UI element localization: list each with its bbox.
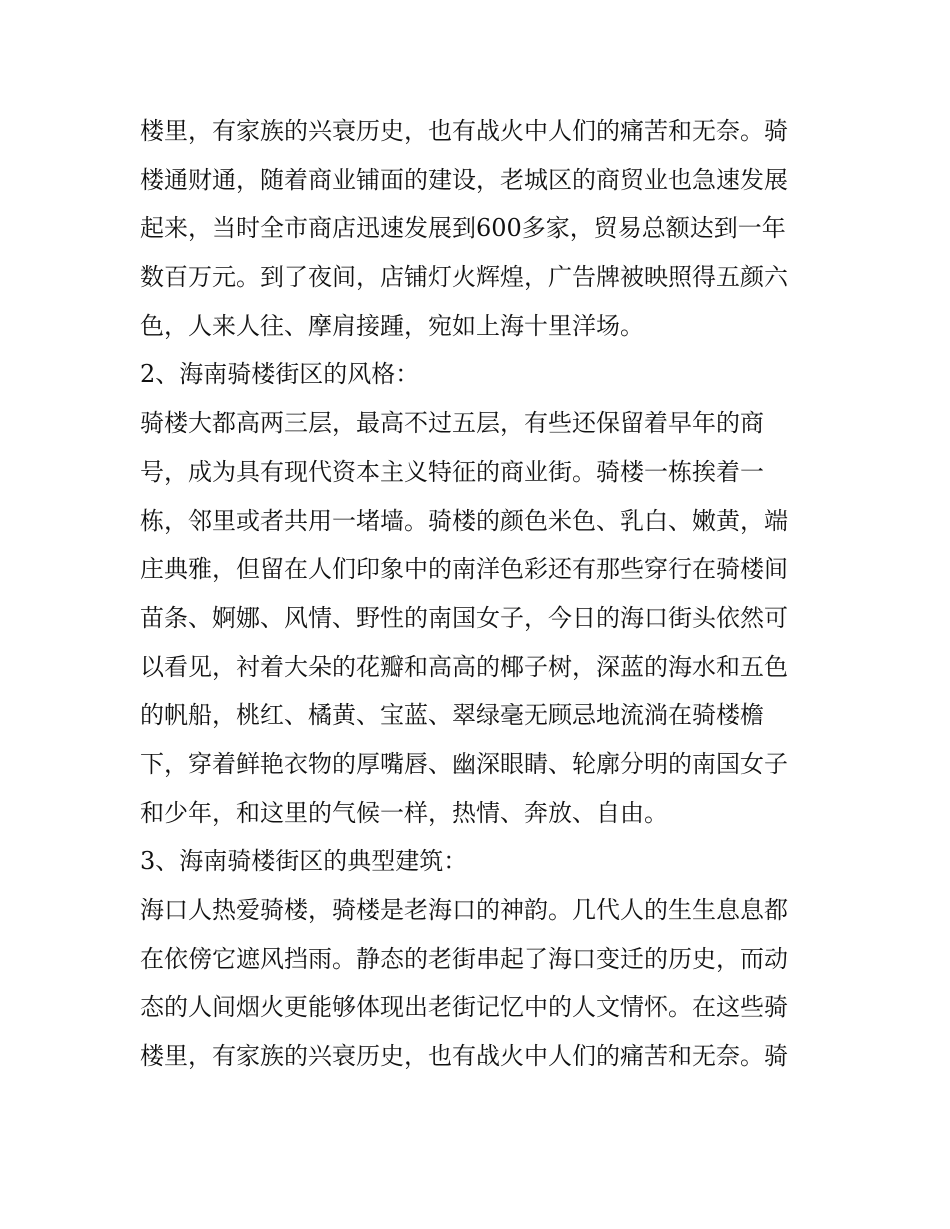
text-line: 楼里，有家族的兴衰历史，也有战火中人们的痛苦和无奈。骑 [140, 117, 788, 145]
text-line: 海口人热爱骑楼，骑楼是老海口的神韵。几代人的生生息息都 [140, 896, 788, 924]
text-line: 起来，当时全市商店迅速发展到600多家，贸易总额达到一年 [140, 214, 786, 243]
text-line: 在依傍它遮风挡雨。静态的老街串起了海口变迁的历史，而动 [140, 944, 788, 973]
text-line: 苗条、婀娜、风情、野性的南国女子，今日的海口街头依然可 [140, 603, 788, 632]
text-line: 楼通财通，随着商业铺面的建设，老城区的商贸业也急速发展 [140, 165, 788, 194]
text-line: 栋，邻里或者共用一堵墙。骑楼的颜色米色、乳白、嫩黄，端 [140, 506, 788, 535]
body-text [140, 107, 820, 1081]
text-line: 的帆船，桃红、橘黄、宝蓝、翠绿毫无顾忌地流淌在骑楼檐 [140, 701, 764, 730]
text-line: 数百万元。到了夜间，店铺灯火辉煌，广告牌被映照得五颜六 [140, 263, 788, 292]
text-line: 庄典雅，但留在人们印象中的南洋色彩还有那些穿行在骑楼间 [140, 555, 788, 584]
text-line: 以看见，衬着大朵的花瓣和高高的椰子树，深蓝的海水和五色 [140, 652, 788, 681]
text-line: 楼里，有家族的兴衰历史，也有战火中人们的痛苦和无奈。骑 [140, 1042, 788, 1071]
section-heading: 2、海南骑楼街区的风格： [140, 360, 420, 389]
text-line: 色，人来人往、摩肩接踵，宛如上海十里洋场。 [140, 311, 644, 340]
text-line: 号，成为具有现代资本主义特征的商业街。骑楼一栋挨着一 [140, 457, 764, 486]
text-line: 态的人间烟火更能够体现出老街记忆中的人文情怀。在这些骑 [140, 993, 788, 1022]
section-heading: 3、海南骑楼街区的典型建筑： [140, 847, 468, 876]
text-line: 下，穿着鲜艳衣物的厚嘴唇、幽深眼睛、轮廓分明的南国女子 [140, 749, 788, 778]
text-line: 骑楼大都高两三层，最高不过五层，有些还保留着早年的商 [140, 409, 764, 438]
text-line: 和少年，和这里的气候一样，热情、奔放、自由。 [140, 798, 668, 827]
